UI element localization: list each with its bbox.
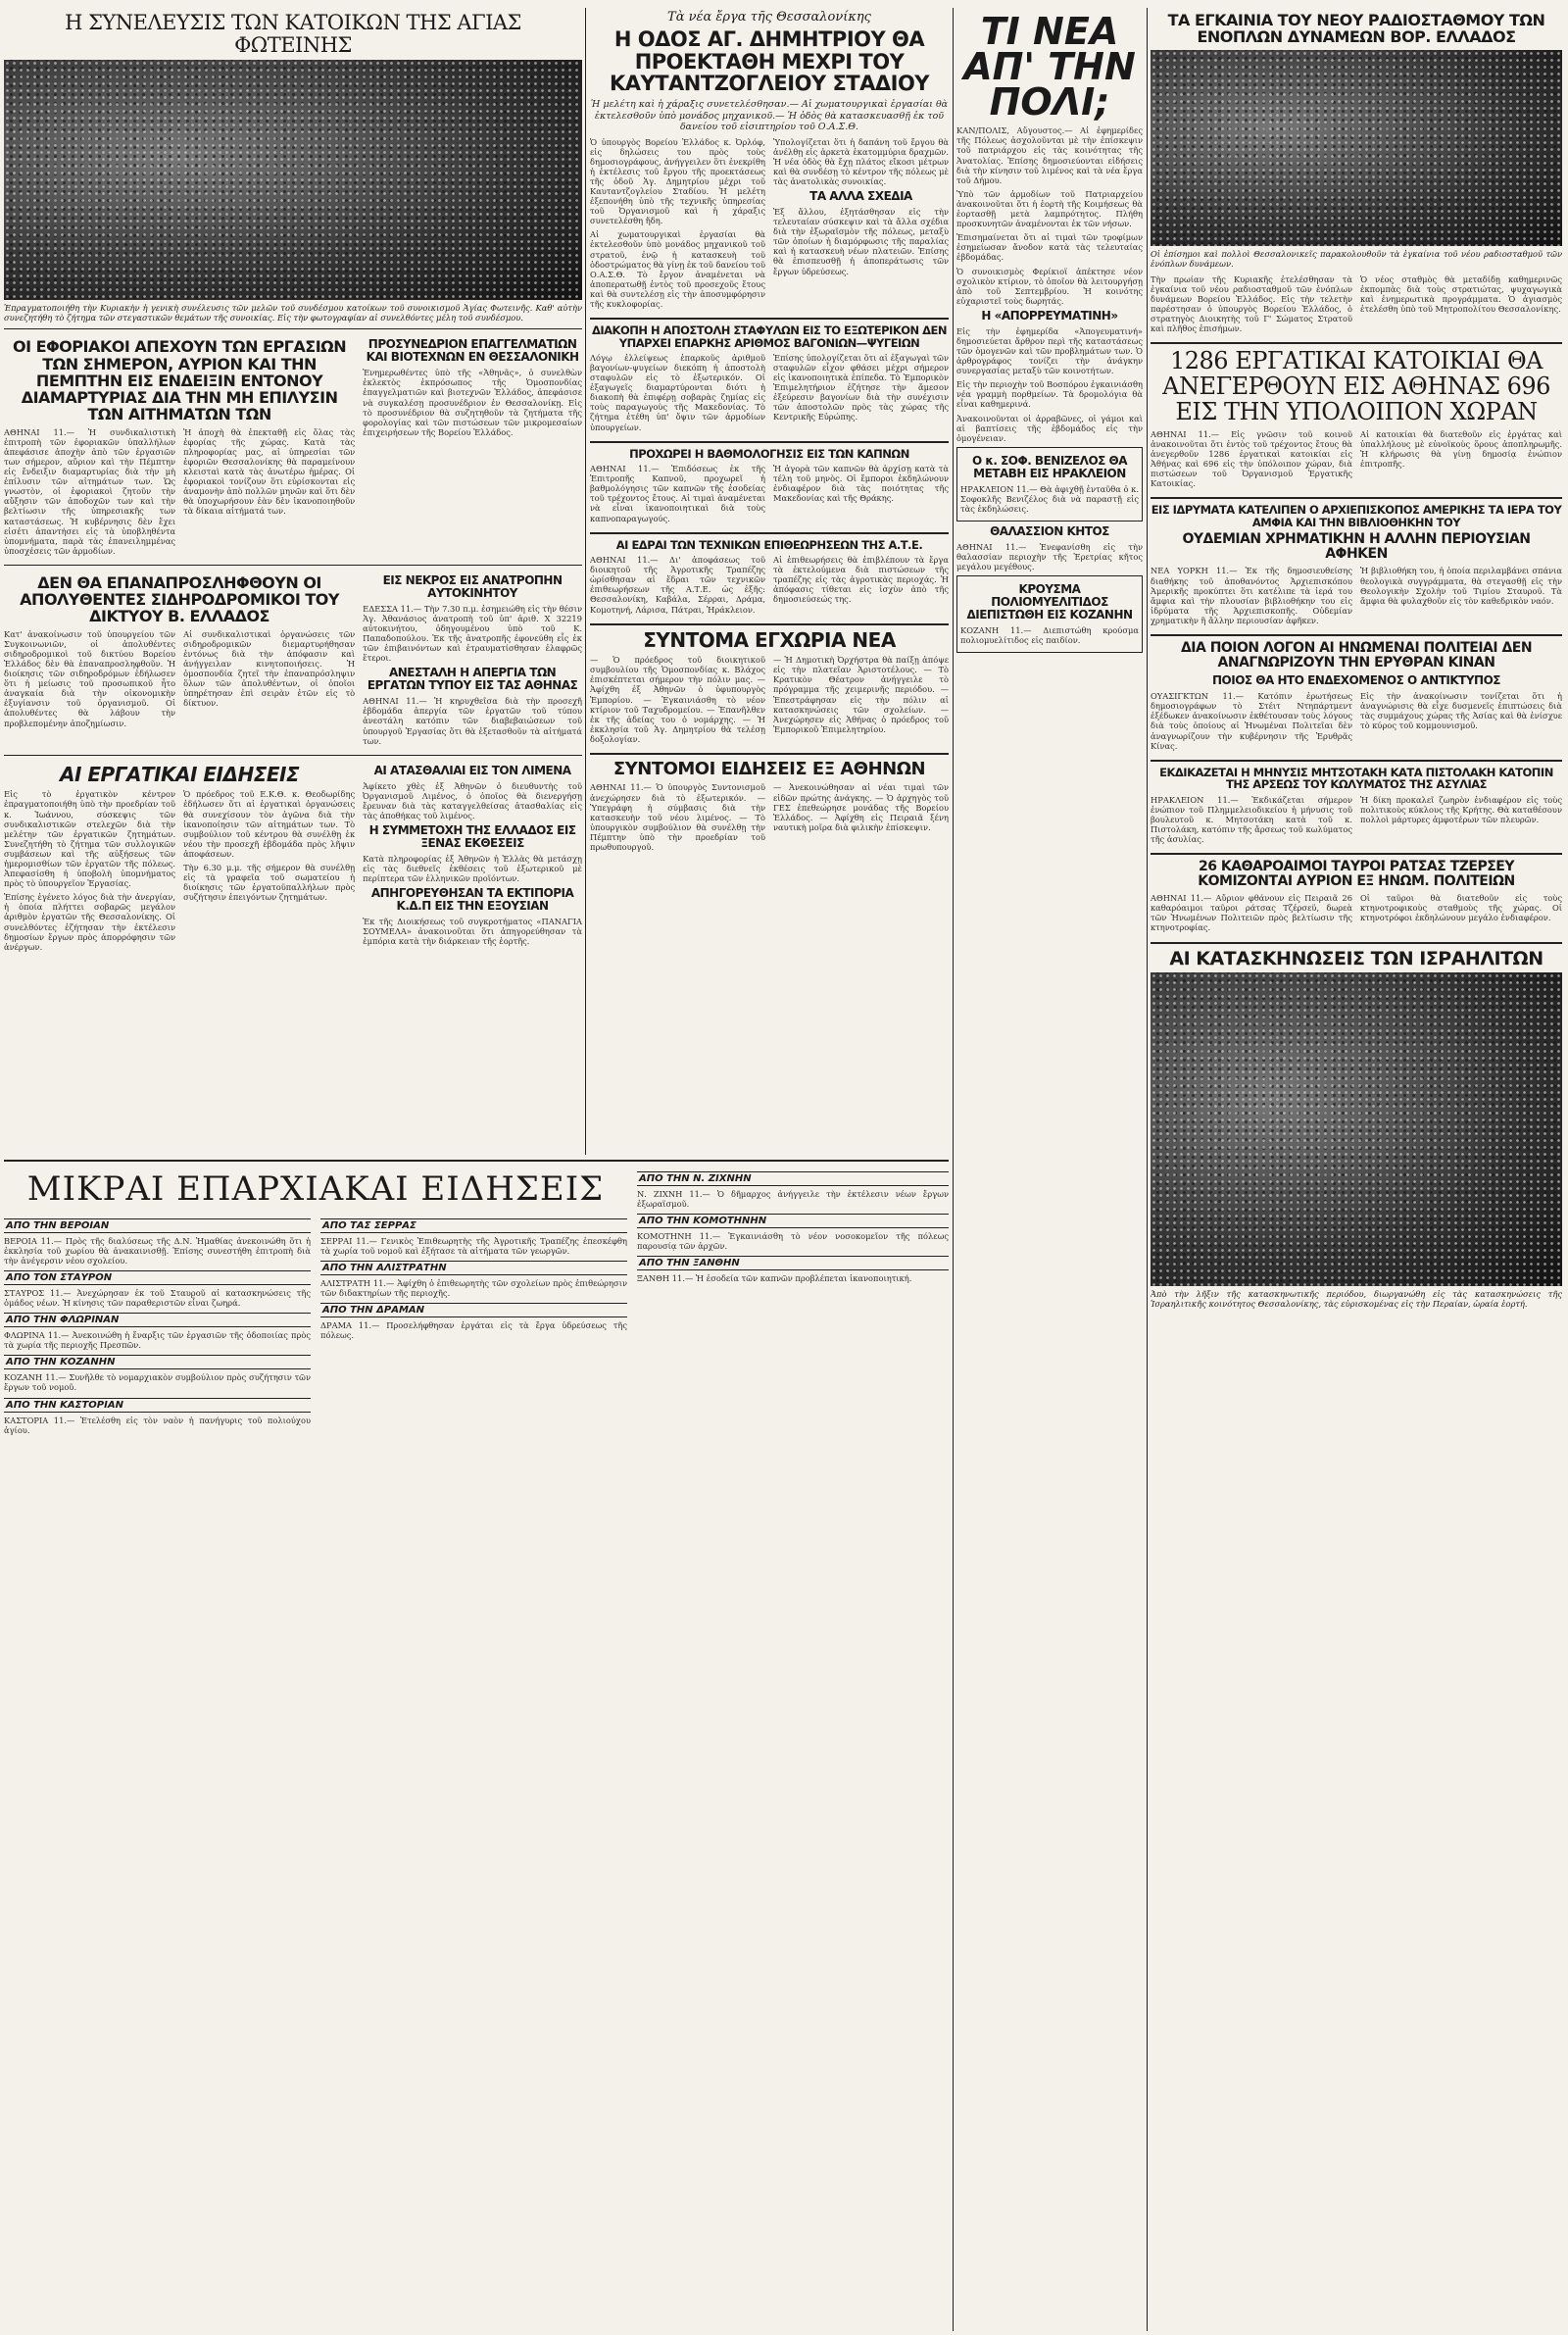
region-label: ΑΠΟ ΤΗΝ ΞΑΝΘΗΝ (637, 1256, 949, 1270)
article-text: Ἐκ τῆς Διοικήσεως τοῦ συγκροτήματος «ΠΑΝΑΓΙΑ ΣΟΥΜΕΛΑ» ἀνακοινοῦται ὅτι ἀπηγορεύθησαν τὰ ἐμπόρια κατὰ τὴν διάρκειαν τῆς ἑορτῆς. (363, 917, 582, 947)
article-text: Ἐνημερωθέντες ὑπὸ τῆς «Ἀθηνᾶς», ὁ συνελθὼν ἐκλεκτὸς ἐκπρόσωπος τῆς Ὁμοσπονδίας ἐπαγγελματιῶν καὶ βιοτεχνῶν Ἑλλάδος, ἀπεφάσισε νὰ συγκαλέσῃ προσυνέδριον ἐν Θεσσαλονίκῃ. Εἰς τὸ προσυνέδριον θὰ συζητηθοῦν τὰ ζητήματα τῆς φορολογίας καὶ τῶν πιστώσεων τῶν μικρομεσαίων ἐπιχειρήσεων τῆς Βορείου Ἑλλάδος. (363, 368, 582, 437)
headline-aporrevmatini: Η «ΑΠΟΡΡΕΥΜΑΤΙΝΗ» (981, 308, 1118, 323)
headline-symmetoxi: Η ΣΥΜΜΕΤΟΧΗ ΤΗΣ ΕΛΛΑΔΟΣ ΕΙΣ ΞΕΝΑΣ ΕΚΘΕΣΕΙΣ (368, 823, 576, 851)
article-text: Ὁ νέος σταθμὸς θὰ μεταδίδῃ καθημερινῶς ἐκπομπὰς διὰ τοὺς στρατιώτας, ψυχαγωγικὰ καὶ ἐνημερωτικὰ προγράμματα. Ὁ ἁγιασμὸς ἐτελέσθη ὑπὸ τοῦ Μητροπολίτου Θεσσαλονίκης. (1360, 273, 1562, 314)
headline-prosynedrion: ΠΡΟΣΥΝΕΔΡΙΟΝ ΕΠΑΓΓΕΛΜΑΤΙΩΝ ΚΑΙ ΒΙΟΤΕΧΝΩΝ ΕΝ ΘΕΣΣΑΛΟΝΙΚΗ (366, 337, 579, 365)
article-text: Κατ' ἀνακοίνωσιν τοῦ ὑπουργείου τῶν Συγκοινωνιῶν, οἱ ἀπολυθέντες σιδηροδρομικοὶ τοῦ δικτύου Βορείου Ἑλλάδος δὲν θὰ ἐπαναπροσληφθοῦν. Ἡ διοίκησις τῶν σιδηροδρόμων ἐδήλωσεν ὅτι ἡ μείωσις τοῦ προσωπικοῦ ἦτο ἀναγκαία διὰ τὴν οἰκονομικὴν ἐξυγίανσιν τοῦ ὀργανισμοῦ. Οἱ ἀπολυθέντες θὰ λάβουν τὴν προβλεπομένην ἀποζημίωσιν. (4, 628, 176, 728)
article-text: Εἰς τὴν ἀνακοίνωσιν τονίζεται ὅτι ἡ ἀναγνώρισις θὰ εἶχε δυσμενεῖς ἐπιπτώσεις διὰ τὰς συμμάχους χώρας τῆς Ἀσίας καὶ θὰ ἐνίσχυε τὸ κύρος τοῦ κομμουνισμοῦ. (1360, 691, 1562, 731)
headline-egkainia: ΤΑ ΕΓΚΑΙΝΙΑ ΤΟΥ ΝΕΟΥ ΡΑΔΙΟΣΤΑΘΜΟΥ ΤΩΝ ΕΝΟΠΛΩΝ ΔΥΝΑΜΕΩΝ ΒΟΡ. ΕΛΛΑΔΟΣ (1167, 11, 1545, 47)
headline-poios: ΠΟΙΟΣ ΘΑ ΗΤΟ ΕΝΔΕΧΟΜΕΝΟΣ Ο ΑΝΤΙΚΤΥΠΟΣ (1212, 673, 1500, 688)
article-text: Κατὰ πληροφορίας ἐξ Ἀθηνῶν ἡ Ἑλλὰς θὰ μετάσχῃ εἰς τὰς διεθνεῖς ἐκθέσεις τοῦ ἐξωτερικοῦ μὲ περίπτερα τῶν ἑλληνικῶν προϊόντων. (363, 853, 582, 884)
article-text: Ὑπολογίζεται ὅτι ἡ δαπάνη τοῦ ἔργου θὰ ἀνέλθῃ εἰς ἀρκετὰ ἑκατομμύρια δραχμῶν. Ἡ νέα ὁδὸς θὰ ἔχῃ πλάτος εἴκοσι μέτρων καὶ θὰ συνδέσῃ τὸ κέντρον τῆς πόλεως μὲ τὰς ἀνατολικὰς συνοικίας. (773, 136, 949, 186)
headline-venizelos: Ο κ. ΣΟΦ. ΒΕΝΙΖΕΛΟΣ ΘΑ ΜΕΤΑΒΗ ΕΙΣ ΗΡΑΚΛΕΙΟΝ (971, 453, 1128, 480)
headline-krousma: ΚΡΟΥΣΜΑ ΠΟΛΙΟΜΥΕΛΙΤΙΔΟΣ ΔΙΕΠΙΣΤΩΘΗ ΕΙΣ ΚΟΖΑΝΗΝ (966, 582, 1133, 622)
photo-camps (1151, 972, 1562, 1286)
column-left (4, 8, 582, 1155)
headline-idrymata: ΕΙΣ ΙΔΡΥΜΑΤΑ ΚΑΤΕΛΙΠΕΝ Ο ΑΡΧΙΕΠΙΣΚΟΠΟΣ ΑΜΕΡΙΚΗΣ ΤΑ ΙΕΡΑ ΤΟΥ ΑΜΦΙΑ ΚΑΙ ΤΗΝ ΒΙΒΛΙΟΘΗΚΗΝ ΤΟΥ (1151, 503, 1562, 529)
article-text: Ἡ βιβλιοθήκη του, ἡ ὁποία περιλαμβάνει σπάνια θεολογικὰ συγγράμματα, θὰ στεγασθῇ εἰς τὴν Θεολογικὴν Σχολὴν τοῦ Τιμίου Σταυροῦ. Τὰ ἄμφια θὰ φυλαχθοῦν εἰς τὸν καθεδρικὸν ναόν. (1360, 566, 1562, 606)
article-text: ΟΥΑΣΙΓΚΤΩΝ 11.— Κατόπιν ἐρωτήσεως δημοσιογράφων τὸ Στέιτ Ντηπάρτμεντ ἐξέδωκεν ἀνακοίνωσιν ἐκθέτουσαν τοὺς λόγους διὰ τοὺς ὁποίους αἱ Ἡνωμέναι Πολιτεῖαι δὲν ἀναγνωρίζουν τὴν κυβέρνησιν τῆς Ἐρυθρᾶς Κίνας. (1151, 691, 1352, 751)
column-rule (1147, 8, 1148, 2331)
article-text: ΔΡΑΜΑ 11.— Προσελήφθησαν ἐργάται εἰς τὰ ἔργα ὑδρεύσεως τῆς πόλεως. (320, 1320, 627, 1341)
article-text: ΚΑΣΤΟΡΙΑ 11.— Ἐτελέσθη εἰς τὸν ναὸν ἡ πανήγυρις τοῦ πολιούχου ἁγίου. (4, 1415, 311, 1435)
article-text: Ἐπίσης ἐγένετο λόγος διὰ τὴν ἀνεργίαν, ἡ ὁποία πλήττει σοβαρῶς μεγάλον ἀριθμὸν ἐργατῶν τῆς Θεσσαλονίκης. Οἱ συνελθόντες ἐζήτησαν τὴν ἐκτέλεσιν δημοσίων ἔργων πρὸς ἀπορρόφησιν τῶν ἀνέργων. (4, 892, 176, 952)
article-text: — Ἀνεκοινώθησαν αἱ νέαι τιμαὶ τῶν εἰδῶν πρώτης ἀνάγκης. — Ὁ ἀρχηγὸς τοῦ ΓΕΣ ἐπεθεώρησε μονάδας τῆς Βορείου Ἑλλάδος. — Ἀφίχθη εἰς Πειραιᾶ ξένη ναυτικὴ μοῖρα διὰ φιλικὴν ἐπίσκεψιν. (773, 782, 949, 832)
headline-atasthaliai: ΑΙ ΑΤΑΣΘΑΛΙΑΙ ΕΙΣ ΤΟΝ ΛΙΜΕΝΑ (373, 763, 571, 777)
headline-ti-nea: ΤΙ ΝΕΑ ΑΠ' ΤΗΝ ΠΟΛΙ; (963, 10, 1136, 124)
article-text: Αἱ χωματουργικαὶ ἐργασίαι θὰ ἐκτελεσθοῦν ὑπὸ μονάδος μηχανικοῦ τοῦ στρατοῦ, ἐνῷ ἡ κατασκευὴ τοῦ ὁδοστρώματος θὰ γίνῃ ἐκ τοῦ δανείου τοῦ Ο.Α.Σ.Θ. Τὸ ἔργον ἀναμένεται νὰ ἀποπερατωθῇ ἐντὸς τοῦ προσεχοῦς ἔτους καὶ θὰ συντελέσῃ εἰς τὴν ἀποσυμφόρησιν τῆς κυκλοφορίας. (590, 229, 765, 310)
headline-agia-fotini: Η ΣΥΝΕΛΕΥΣΙΣ ΤΩΝ ΚΑΤΟΙΚΩΝ ΤΗΣ ΑΓΙΑΣ ΦΩΤΕΙΝΗΣ (65, 11, 521, 57)
article-text: ΑΘΗΝΑΙ 11.— Δι' ἀποφάσεως τοῦ διοικητοῦ τῆς Ἀγροτικῆς Τραπέζης ὡρίσθησαν αἱ ἕδραι τῶν τεχνικῶν ἐπιθεωρήσεων τῆς Α.Τ.Ε. ὡς ἑξῆς: Θεσσαλονίκη, Καβάλα, Σέρραι, Δράμα, Κομοτηνή, Λάρισα, Πάτραι, Ἡράκλειον. (590, 555, 765, 615)
article-text: Ἀνακοινοῦνται οἱ ἀρραβῶνες, οἱ γάμοι καὶ αἱ βαπτίσεις τῆς ἑβδομάδος εἰς τὴν ὁμογένειαν. (956, 413, 1143, 443)
article-text: Ἡ δίκη προκαλεῖ ζωηρὸν ἐνδιαφέρον εἰς τοὺς πολιτικοὺς κύκλους τῆς Κρήτης. Θὰ καταθέσουν πολλοὶ μάρτυρες ἀμφοτέρων τῶν πλευρῶν. (1360, 794, 1562, 824)
lede: Ἡ μελέτη καὶ ἡ χάραξις συνετελέσθησαν.— Αἱ χωματουργικαὶ ἐργασίαι θὰ ἐκτελεσθοῦν ὑπὸ μονάδος μηχανικοῦ.— Ἡ ὁδὸς θὰ κατασκευασθῇ ἐκ τοῦ δανείου τοῦ εἰσιπτηρίου τοῦ Ο.Α.Σ.Θ. (590, 99, 949, 133)
article-text: Ἡ ἀποχὴ θὰ ἐπεκταθῇ εἰς ὅλας τὰς ἐφορίας τῆς χώρας. Κατὰ τὰς πληροφορίας μας, αἱ ὑπηρεσίαι τῶν ἐφοριῶν Θεσσαλονίκης θὰ παραμείνουν κλεισταὶ κατὰ τὰς ἀνωτέρω ἡμέρας. Οἱ ἐφοριακοὶ τονίζουν ὅτι εὑρίσκονται εἰς ἀναμονὴν ἀπὸ πολλῶν μηνῶν καὶ ὅτι δὲν θὰ ὑποχωρήσουν ἐὰν δὲν ἱκανοποιηθοῦν τὰ δίκαια αἰτήματά των. (183, 426, 356, 517)
kicker: Τὰ νέα ἔργα τῆς Θεσσαλονίκης (667, 10, 871, 25)
article-text: ΞΑΝΘΗ 11.— Ἡ ἐσοδεία τῶν καπνῶν προβλέπεται ἱκανοποιητική. (637, 1273, 912, 1284)
headline-apergia: ΑΝΕΣΤΑΛΗ Η ΑΠΕΡΓΙΑ ΤΩΝ ΕΡΓΑΤΩΝ ΤΥΠΟΥ ΕΙΣ ΤΑΣ ΑΘΗΝΑΣ (367, 666, 578, 693)
region-label: ΑΠΟ ΤΗΝ ΚΟΖΑΝΗΝ (4, 1355, 311, 1369)
headline-1286: 1286 ΕΡΓΑΤΙΚΑΙ ΚΑΤΟΙΚΙΑΙ ΘΑ ΑΝΕΓΕΡΘΟΥΝ ΕΙΣ ΑΘΗΝΑΣ 696 ΕΙΣ ΤΗΝ ΥΠΟΛΟΙΠΟΝ ΧΩΡΑΝ (1162, 347, 1550, 425)
article-text: ΚΟΜΟΤΗΝΗ 11.— Ἐγκαινιάσθη τὸ νέον νοσοκομεῖον τῆς πόλεως παρουσίᾳ τῶν ἀρχῶν. (637, 1231, 949, 1252)
headline-diakopi: ΔΙΑΚΟΠΗ Η ΑΠΟΣΤΟΛΗ ΣΤΑΦΥΛΩΝ ΕΙΣ ΤΟ ΕΞΩΤΕΡΙΚΟΝ ΔΕΝ ΥΠΑΡΧΕΙ ΕΠΑΡΚΗΣ ΑΡΙΘΜΟΣ ΒΑΓΟΝΙΩΝ—ΨΥΓΕΙΩΝ (591, 323, 948, 350)
article-text: Λόγῳ ἐλλείψεως ἐπαρκοῦς ἀριθμοῦ βαγονίων-ψυγείων διεκόπη ἡ ἀποστολὴ σταφυλῶν εἰς τὸ ἐξωτερικόν. Οἱ ἐξαγωγεῖς διαμαρτύρονται διότι ἡ διακοπὴ θὰ ἐπιφέρῃ σοβαρὰς ζημίας εἰς τοὺς παραγωγοὺς τῆς Μακεδονίας. Τὸ ζήτημα ἐτέθη ὑπ' ὄψιν τῶν ἁρμοδίων ὑπουργείων. (590, 352, 765, 432)
headline-nekroi: ΕΙΣ ΝΕΚΡΟΣ ΕΙΣ ΑΝΑΤΡΟΠΗΝ ΑΥΤΟΚΙΝΗΤΟΥ (382, 572, 563, 600)
headline-thalassion: ΘΑΛΑΣΣΙΟΝ ΚΗΤΟΣ (990, 524, 1109, 539)
photo-assembly (4, 60, 582, 300)
section-title: ΜΙΚΡΑΙ ΕΠΑΡΧΙΑΚΑΙ ΕΙΔΗΣΕΙΣ (26, 1169, 605, 1209)
headline-oudemian: ΟΥΔΕΜΙΑΝ ΧΡΗΜΑΤΙΚΗΝ Η ΑΛΛΗΝ ΠΕΡΙΟΥΣΙΑΝ ΑΦΗΚΕΝ (1182, 531, 1531, 563)
photo-caption: Ἐπραγματοποιήθη τὴν Κυριακὴν ἡ γενικὴ συνέλευσις τῶν μελῶν τοῦ συνδέσμου κατοίκων τοῦ συνοικισμοῦ Ἁγίας Φωτεινῆς. Καθ' αὐτὴν συνεζητήθη τὸ ζήτημα τῶν στεγαστικῶν θεμάτων τῆς συνοικίας. Εἰς τὴν φωτογραφίαν αἱ συνελθόντες μέλη τοῦ συνδέσμου. (4, 303, 582, 323)
headline-edrai: ΑΙ ΕΔΡΑΙ ΤΩΝ ΤΕΧΝΙΚΩΝ ΕΠΙΘΕΩΡΗΣΕΩΝ ΤΗΣ Α.Τ.Ε. (615, 537, 923, 552)
article-text: Αἱ κατοικίαι θὰ διατεθοῦν εἰς ἐργάτας καὶ ὑπαλλήλους μὲ εὐνοϊκοὺς ὅρους ἀποπληρωμῆς. Ἡ κλήρωσις θὰ γίνῃ δημοσίᾳ ἐνώπιον ἐπιτροπῆς. (1360, 428, 1562, 470)
article-text: Τὴν πρωίαν τῆς Κυριακῆς ἐτελέσθησαν τὰ ἐγκαίνια τοῦ νέου ραδιοσταθμοῦ τῶν ἐνόπλων δυνάμεων Βορείου Ἑλλάδος. Εἰς τὴν τελετὴν παρέστησαν ὁ ὑπουργὸς Βορείου Ἑλλάδος, ὁ στρατηγὸς Διοικητὴς τοῦ Γ' Σώματος Στρατοῦ καὶ πλῆθος ἐπισήμων. (1151, 273, 1352, 333)
article-text: — Ἡ Δημοτικὴ Ὀρχήστρα θὰ παίξῃ ἀπόψε εἰς τὴν πλατεῖαν Ἀριστοτέλους. — Τὸ Κρατικὸν Θέατρον ἀνήγγειλε τὸ πρόγραμμα τῆς χειμερινῆς περιόδου. — Ἐπεστράφησαν εἰς τὴν πόλιν αἱ κατασκηνώσεις τῶν σχολείων. — Ἀνεχώρησεν εἰς Ἀθήνας ὁ πρόεδρος τοῦ Ἐμπορικοῦ Ἐπιμελητηρίου. (773, 655, 949, 734)
article-text: ΚΟΖΑΝΗ 11.— Διεπιστώθη κρούσμα πολιομυελίτιδος εἰς παιδίον. (960, 625, 1139, 646)
article-text: Ἐπισημαίνεται ὅτι αἱ τιμαὶ τῶν τροφίμων ἐσημείωσαν ἄνοδον κατὰ τὰς τελευταίας ἑβδομάδας. (956, 232, 1143, 263)
headline-tavroi: 26 ΚΑΘΑΡΟΑΙΜΟΙ ΤΑΥΡΟΙ ΡΑΤΣΑΣ ΤΖΕΡΣΕΥ ΚΟΜΙΖΟΝΤΑΙ ΑΥΡΙΟΝ ΕΞ ΗΝΩΜ. ΠΟΛΙΤΕΙΩΝ (1198, 858, 1515, 890)
article-text: ΚΑΝ/ΠΟΛΙΣ, Αὔγουστος.— Αἱ ἐφημερίδες τῆς Πόλεως ἀσχολοῦνται μὲ τὴν ἐπίσκεψιν τοῦ πατριάρχου εἰς τὰς κοινότητας τῆς Ἀνατολίας. Ἐπίσης δημοσιεύονται εἰδήσεις διὰ τὴν κίνησιν τοῦ λιμένος καὶ τὰ νέα ἔργα τοῦ Δήμου. (956, 125, 1143, 185)
article-text: Αἱ ἐπιθεωρήσεις θὰ ἐπιβλέπουν τὰ ἔργα τὰ ἐκτελούμενα διὰ πιστώσεων τῆς τραπέζης εἰς τὰς ἀγροτικὰς περιοχάς. Ἡ ἀπόφασις τίθεται εἰς ἰσχὺν ἀπὸ τῆς δημοσιεύσεώς της. (773, 555, 949, 605)
region-label: ΑΠΟ ΤΑΣ ΣΕΡΡΑΣ (320, 1218, 627, 1233)
article-text: Ὁ ὑπουργὸς Βορείου Ἑλλάδος κ. Ὀρλόφ, εἰς δηλώσεις του πρὸς τοὺς δημοσιογράφους, ἀνήγγειλεν ὅτι ἐνεκρίθη ἡ ἐκτέλεσις τοῦ ἔργου τῆς προεκτάσεως τῆς ὁδοῦ Ἁγ. Δημητρίου μέχρι τοῦ Καυταντζογλείου Σταδίου. Ἡ μελέτη ἐξεπονήθη ὑπὸ τῆς τεχνικῆς ὑπηρεσίας τοῦ Ὀργανισμοῦ καὶ ἡ χάραξις συνετελέσθη ἤδη. (590, 136, 765, 226)
article-text: Ὑπὸ τῶν ἁρμοδίων τοῦ Πατριαρχείου ἀνακοινοῦται ὅτι ἡ ἑορτὴ τῆς Κοιμήσεως θὰ ἑορτασθῇ μετὰ λαμπρότητος. Πλήθη προσκυνητῶν ἀναμένονται ἐκ τῶν νήσων. (956, 188, 1143, 229)
article-text: ΑΘΗΝΑΙ 11.— Ἡ κηρυχθεῖσα διὰ τὴν προσεχῆ ἑβδομάδα ἀπεργία τῶν ἐργατῶν τοῦ τύπου ἀνεστάλη κατόπιν τῶν διαβεβαιώσεων τοῦ ὑπουργοῦ Ἐργασίας ὅτι θὰ ἐξετασθοῦν τὰ αἰτήματά των. (363, 696, 582, 746)
photo-caption: Ἀπὸ τὴν λῆξιν τῆς κατασκηνωτικῆς περιόδου, διωργανώθη εἰς τὰς κατασκηνώσεις τῆς Ἰσραηλιτικῆς κοινότητος Θεσσαλονίκης, τὰς εὑρισκομένας εἰς τὴν Περαίαν, ὡραία ἑορτή. (1151, 1289, 1562, 1310)
article-text: Εἰς τὴν περιοχὴν τοῦ Βοσπόρου ἐγκαινιάσθη νέα γραμμὴ πορθμείων. Τὰ δρομολόγια θὰ εἶναι καθημερινά. (956, 379, 1143, 410)
region-label: ΑΠΟ ΤΗΝ ΚΟΜΟΤΗΝΗΝ (637, 1214, 949, 1228)
region-label: ΑΠΟ ΤΗΝ ΦΛΩΡΙΝΑΝ (4, 1313, 311, 1327)
article-text: Ἡ ἀγορὰ τῶν καπνῶν θὰ ἀρχίσῃ κατὰ τὰ τέλη τοῦ μηνὸς. Οἱ ἔμποροι ἐκδηλώνουν ἐνδιαφέρον διὰ τὰς ποιότητας τῆς Μακεδονίας καὶ τῆς Θράκης. (773, 464, 949, 504)
column-rule (953, 8, 954, 2331)
column-center (590, 8, 949, 1155)
article-text: Αἱ συνδικαλιστικαὶ ὀργανώσεις τῶν σιδηροδρομικῶν διεμαρτυρήθησαν ἐντόνως διὰ τὴν ἀπόφασιν καὶ ἀνήγγειλαν κινητοποιήσεις. Ἡ ὁμοσπονδία ζητεῖ τὴν ἐπαναπρόσληψιν ὅλων τῶν ἀπολυθέντων, οἱ ὁποῖοι ὑπηρέτησαν ἐπὶ σειρὰν ἐτῶν εἰς τὸ δίκτυον. (183, 628, 356, 709)
headline-dia-poion: ΔΙΑ ΠΟΙΟΝ ΛΟΓΟΝ ΑΙ ΗΝΩΜΕΝΑΙ ΠΟΛΙΤΕΙΑΙ ΔΕΝ ΑΝΑΓΝΩΡΙΖΟΥΝ ΤΗΝ ΕΡΥΘΡΑΝ ΚΙΝΑΝ (1180, 639, 1533, 671)
article-text: Ν. ΖΙΧΝΗ 11.— Ὁ δῆμαρχος ἀνήγγειλε τὴν ἐκτέλεσιν νέων ἔργων ἐξωραϊσμοῦ. (637, 1189, 949, 1210)
article-text: ΝΕΑ ΥΟΡΚΗ 11.— Ἐκ τῆς δημοσιευθείσης διαθήκης τοῦ ἀποθανόντος Ἀρχιεπισκόπου Ἀμερικῆς προκύπτει ὅτι κατέλιπε τὰ ἱερά του ἄμφια καὶ τὴν πλουσίαν βιβλιοθήκην του εἰς ἱδρύματα τῆς Ἀρχιεπισκοπῆς. Οὐδεμίαν χρηματικὴν ἢ ἄλλην περιουσίαν ἀφῆκεν. (1151, 566, 1352, 625)
headline-kataskinoseis: ΑΙ ΚΑΤΑΣΚΗΝΩΣΕΙΣ ΤΩΝ ΙΣΡΑΗΛΙΤΩΝ (1169, 947, 1544, 969)
column-rule (585, 8, 586, 1155)
photo-radio-station (1151, 50, 1562, 246)
subhead-alla-sxedia: ΤΑ ΑΛΛΑ ΣΧΕΔΙΑ (809, 188, 912, 203)
article-text: ΑΘΗΝΑΙ 11.— Αὔριον φθάνουν εἰς Πειραιᾶ 26 καθαρόαιμοι ταῦροι ράτσας Τζέρσεϋ, δωρεὰ τῶν Ἡνωμένων Πολιτειῶν πρὸς βελτίωσιν τῆς κτηνοτροφίας. (1151, 893, 1352, 933)
headline-apagorevthisan: ΑΠΗΓΟΡΕΥΘΗΣΑΝ ΤΑ ΕΚΤΙΠΟΡΙΑ Κ.Δ.Π ΕΙΣ ΤΗΝ ΕΞΟΥΣΙΑΝ (370, 886, 574, 914)
article-text: ΑΛΙΣΤΡΑΤΗ 11.— Ἀφίχθη ὁ ἐπιθεωρητὴς τῶν σχολείων πρὸς ἐπιθεώρησιν τῶν διδακτηρίων τῆς περιοχῆς. (320, 1277, 627, 1298)
article-text: ΑΘΗΝΑΙ 11.— Ὁ ὑπουργὸς Συντονισμοῦ ἀνεχώρησεν διὰ τὸ ἐξωτερικόν. — Ὑπεγράφη ἡ σύμβασις διὰ τὴν κατασκευὴν τοῦ νέου λιμένος. — Τὸ ὑπουργικὸν συμβούλιον θὰ συνέλθῃ τὴν Πέμπτην ὑπὸ τὴν προεδρίαν τοῦ πρωθυπουργοῦ. (590, 782, 765, 853)
headline-eforiakoi: ΟΙ ΕΦΟΡΙΑΚΟΙ ΑΠΕΧΟΥΝ ΤΩΝ ΕΡΓΑΣΙΩΝ ΤΩΝ ΣΗΜΕΡΟΝ, ΑΥΡΙΟΝ ΚΑΙ ΤΗΝ ΠΕΜΠΤΗΝ ΕΙΣ ΕΝΔΕΙΞΙΝ ΕΝΤΟΝΟΥ ΔΙΑΜΑΡΤΥΡΙΑΣ ΔΙΑ ΤΗΝ ΜΗ ΕΠΙΛΥΣΙΝ ΤΩΝ ΑΙΤΗΜΑΤΩΝ ΤΩΝ (13, 337, 347, 424)
region-label: ΑΠΟ ΤΗΝ ΚΑΣΤΟΡΙΑΝ (4, 1398, 311, 1413)
article-text: ΦΛΩΡΙΝΑ 11.— Ἀνεκοινώθη ἡ ἔναρξις τῶν ἐργασιῶν τῆς ὁδοποιίας πρὸς τὰ χωρία τῆς περιοχῆς Πρεσπῶν. (4, 1330, 311, 1351)
article-text: Τὴν 6.30 μ.μ. τῆς σήμερον θὰ συνέλθῃ εἰς τὰ γραφεῖα τοῦ σωματείου ἡ διοίκησις τῶν ἐργατοϋπαλλήλων πρὸς συζήτησιν ἐπειγόντων ζητημάτων. (183, 862, 356, 903)
article-text: Ἐπίσης ὑπολογίζεται ὅτι αἱ ἐξαγωγαὶ τῶν σταφυλῶν εἶχον φθάσει μέχρι σήμερον εἰς ἱκανοποιητικὰ ἐπίπεδα. Τὸ Ἐμπορικὸν Ἐπιμελητήριον ἐζήτησε τὴν ἄμεσον ἐξεύρεσιν βαγονίων διὰ τὴν συνέχισιν τῶν ἀποστολῶν πρὸς τὰς χώρας τῆς Κεντρικῆς Εὐρώπης. (773, 352, 949, 422)
article-text: ΣΤΑΥΡΟΣ 11.— Ἀνεχώρησαν ἐκ τοῦ Σταυροῦ αἱ κατασκηνώσεις τῆς ὁμάδος νέων. Ἡ κίνησις τῶν παραθεριστῶν εἶναι ζωηρά. (4, 1287, 311, 1309)
article-text: ΣΕΡΡΑΙ 11.— Γενικὸς Ἐπιθεωρητὴς τῆς Ἀγροτικῆς Τραπέζης ἐπεσκέφθη τὰ χωρία τοῦ νομοῦ καὶ ἐξήτασε τὰ αἰτήματα τῶν γεωργῶν. (320, 1235, 627, 1256)
photo-caption: Οἱ ἐπίσημοι καὶ πολλοὶ Θεσσαλονικεῖς παρακολουθοῦν τὰ ἐγκαίνια τοῦ νέου ραδιοσταθμοῦ τῶν ἐνόπλων δυνάμεων. (1151, 248, 1562, 269)
article-text: Οἱ ταῦροι θὰ διατεθοῦν εἰς τοὺς κτηνοτροφικοὺς σταθμοὺς τῆς χώρας. Οἱ κτηνοτρόφοι ἐκδηλώνουν μεγάλο ἐνδιαφέρον. (1360, 893, 1562, 923)
article-text: ΗΡΑΚΛΕΙΟΝ 11.— Ἐκδικάζεται σήμερον ἐνώπιον τοῦ Πλημμελειοδικείου ἡ μήνυσις τοῦ βουλευτοῦ κ. Μητσοτάκη κατὰ τοῦ κ. Πιστολάκη, κατόπιν τῆς ἄρσεως τοῦ κωλύματος τῆς ἀσυλίας. (1151, 794, 1352, 844)
article-text: ΑΘΗΝΑΙ 11.— Ἐνεφανίσθη εἰς τὴν θαλασσίαν περιοχὴν τῆς Ἐρετρίας κῆτος μεγάλου μεγέθους. (956, 542, 1143, 572)
headline-syntoma: ΣΥΝΤΟΜΑ ΕΓΧΩΡΙΑ ΝΕΑ (643, 627, 896, 652)
section-mikrai (4, 1155, 949, 2326)
article-text: Ἀφίκετο χθὲς ἐξ Ἀθηνῶν ὁ διευθυντὴς τοῦ Ὀργανισμοῦ Λιμένος, ὁ ὁποῖος θὰ διενεργήσῃ ἔρευναν διὰ τὰς καταγγελθείσας ἀτασθαλίας εἰς τὰς ἀποθήκας τοῦ λιμένος. (363, 780, 582, 820)
headline-odos-ag-dimitriou: Η ΟΔΟΣ ΑΓ. ΔΗΜΗΤΡΙΟΥ ΘΑ ΠΡΟΕΚΤΑΘΗ ΜΕΧΡΙ ΤΟΥ ΚΑΥΤΑΝΤΖΟΓΛΕΙΟΥ ΣΤΑΔΙΟΥ (610, 27, 929, 96)
article-text: ΒΕΡΟΙΑ 11.— Πρὸς τῆς διαλύσεως τῆς Δ.Ν. Ἡμαθίας ἀνεκοινώθη ὅτι ἡ ἐκκλησία τοῦ χωρίου θὰ ἀνακαινισθῇ. Ἐπίσης συνεστήθη ἐπιτροπὴ διὰ τὴν ἀνέγερσιν νέου σχολείου. (4, 1235, 311, 1266)
article-text: ΕΔΕΣΣΑ 11.— Τὴν 7.30 π.μ. ἐσημειώθη εἰς τὴν θέσιν Ἁγ. Ἀθανάσιος ἀνατροπὴ τοῦ ὑπ' ἀριθ. Χ 32219 αὐτοκινήτου, ὁδηγουμένου ὑπὸ τοῦ Κ. Παπαδοπούλου. Ἐκ τῆς ἀνατροπῆς ἐφονεύθη εἷς ἐκ τῶν ἐπιβαινόντων καὶ ἐτραυματίσθησαν ἐλαφρῶς ἕτεροι. (363, 603, 582, 664)
region-label: ΑΠΟ ΤΗΝ ΑΛΙΣΤΡΑΤΗΝ (320, 1261, 627, 1275)
region-label: ΑΠΟ ΤΗΝ ΒΕΡΟΙΑΝ (4, 1218, 311, 1233)
region-label: ΑΠΟ ΤΗΝ Ν. ΖΙΧΝΗΝ (637, 1171, 949, 1186)
article-text: ΑΘΗΝΑΙ 11.— Εἰς γνῶσιν τοῦ κοινοῦ ἀνακοινοῦται ὅτι ἐντὸς τοῦ τρέχοντος ἔτους θὰ ἀνεγερθοῦν 1286 ἐργατικαὶ κατοικίαι εἰς Ἀθήνας καὶ 696 εἰς τὴν ὑπόλοιπον χώραν, διὰ πιστώσεων τοῦ Ὀργανισμοῦ Ἐργατικῆς Κατοικίας. (1151, 428, 1352, 489)
article-text: Ὁ πρόεδρος τοῦ Ε.Κ.Θ. κ. Θεοδωρίδης ἐδήλωσεν ὅτι αἱ ἐργατικαὶ ὀργανώσεις θὰ συνεχίσουν τὸν ἀγῶνα διὰ τὴν ἱκανοποίησιν τῶν αἰτημάτων των. Τὸ συμβούλιον τοῦ κέντρου θὰ συνέλθῃ ἐκ νέου τὴν προσεχῆ ἑβδομάδα πρὸς λῆψιν ἀποφάσεων. (183, 789, 356, 859)
article-text: ΑΘΗΝΑΙ 11.— Ἐπιδόσεως ἐκ τῆς Ἐπιτροπῆς Καπνοῦ, προχωρεῖ ἡ βαθμολόγησις τῶν καπνῶν τῆς ἐσοδείας τοῦ τρέχοντος ἔτους. Αἱ τιμαὶ ἀναμένεται νὰ εἶναι ἱκανοποιητικαὶ διὰ τοὺς καπνοπαραγωγούς. (590, 464, 765, 523)
article-text: Ὁ συνοικισμὸς Φερίκιοϊ ἀπέκτησε νέον σχολικὸν κτίριον, τὸ ὁποῖον θὰ λειτουργήσῃ ἀπὸ τοῦ Σεπτεμβρίου. Ἡ κοινότης εὐχαριστεῖ τοὺς δωρητάς. (956, 266, 1143, 306)
article-text: — Ὁ πρόεδρος τοῦ διοικητικοῦ συμβουλίου τῆς Ὁμοσπονδίας κ. Βλάχος ἐπισκέπτεται σήμερον τὴν πόλιν μας. — Ἀφίχθη ἐξ Ἀθηνῶν ὁ ὑφυπουργὸς Ἐμπορίου. — Ἐγκαινιάσθη τὸ νέον κτίριον τοῦ Ταχυδρομείου. — Ἐπανῆλθεν ἐκ τῆς ἀδείας του ὁ νομάρχης. — Ἡ ἐκκλησία τοῦ Ἁγ. Δημητρίου θὰ τελέσῃ δοξολογίαν. (590, 655, 765, 744)
article-text: Εἰς τὴν ἐφημερίδα «Ἀπογευματινή» δημοσιεύεται ἄρθρον περὶ τῆς καταστάσεως τῶν ὁμογενῶν καὶ τῶν προβλημάτων των. Ὁ ἀρθρογράφος τονίζει τὴν ἀνάγκην συνεργασίας μεταξὺ τῶν κοινοτήτων. (956, 325, 1143, 376)
region-label: ΑΠΟ ΤΗΝ ΔΡΑΜΑΝ (320, 1303, 627, 1317)
region-label: ΑΠΟ ΤΟΝ ΣΤΑΥΡΟΝ (4, 1270, 311, 1285)
article-text: Εἰς τὸ ἐργατικὸν κέντρον ἐπραγματοποιήθη ὑπὸ τὴν προεδρίαν τοῦ κ. Ἰωάννου, σύσκεψις τῶν συνδικαλιστικῶν στελεχῶν διὰ τὴν μελέτην τῶν ἐργατικῶν ζητημάτων. Συνεζητήθη τὸ ζήτημα τῶν συλλογικῶν συμβάσεων καὶ τῆς αὐξήσεως τῶν ἡμερομισθίων τῶν ἐργατῶν τῆς πόλεως. Ἀπεφασίσθη ἡ ὑποβολὴ ὑπομνήματος πρὸς τὸ ὑπουργεῖον Ἐργασίας. (4, 789, 176, 889)
headline-sidirodromikoi: ΔΕΝ ΘΑ ΕΠΑΝΑΠΡΟΣΛΗΦΘΟΥΝ ΟΙ ΑΠΟΛΥΘΕΝΤΕΣ ΣΙΔΗΡΟΔΡΟΜΙΚΟΙ ΤΟΥ ΔΙΚΤΥΟΥ Β. ΕΛΛΑΔΟΣ (20, 572, 339, 626)
article-text: ΑΘΗΝΑΙ 11.— Ἡ συνδικαλιστικὴ ἐπιτροπὴ τῶν ἐφοριακῶν ὑπαλλήλων ἀπεφάσισε ἀποχὴν ἀπὸ τῶν ἐργασιῶν των σήμερον, αὔριον καὶ τὴν Πέμπτην εἰς ἔνδειξιν διαμαρτυρίας διὰ τὴν μὴ ἐπίλυσιν τῶν αἰτημάτων των. Ὡς γνωστὸν, οἱ ἐφοριακοὶ ζητοῦν τὴν αὔξησιν τῶν ἀποδοχῶν των καὶ τὴν βελτίωσιν τῆς ὑπηρεσιακῆς των καταστάσεως. Ἡ κυβέρνησις δὲν ἔχει εἰσέτι ἀπαντήσει εἰς τὰ ὑποβληθέντα ὑπομνήματα, παρὰ τὰς ἐπανειλημμένας ὑποσχέσεις τῶν ἁρμοδίων. (4, 426, 176, 556)
headline-proxorei: ΠΡΟΧΩΡΕΙ Η ΒΑΘΜΟΛΟΓΗΣΙΣ ΕΙΣ ΤΩΝ ΚΑΠΝΩΝ (629, 446, 909, 461)
column-ti-nea (956, 8, 1143, 988)
headline-syntomoi: ΣΥΝΤΟΜΟΙ ΕΙΔΗΣΕΙΣ ΕΞ ΑΘΗΝΩΝ (612, 759, 926, 780)
column-right (1151, 8, 1562, 2331)
headline-ekdikazetai: ΕΚΔΙΚΑΖΕΤΑΙ Η ΜΗΝΥΣΙΣ ΜΗΤΣΟΤΑΚΗ ΚΑΤΑ ΠΙΣΤΟΛΑΚΗ ΚΑΤΟΠΙΝ ΤΗΣ ΑΡΣΕΩΣ ΤΟΥ ΚΩΛΥΜΑΤΟΣ ΤΗΣ ΑΣΥΛΙΑΣ (1159, 765, 1553, 792)
article-text: Ἐξ ἄλλου, ἐξητάσθησαν εἰς τὴν τελευταίαν σύσκεψιν καὶ τὰ ἄλλα σχέδια διὰ τὴν ἐξωραϊσμὸν τῆς πόλεως, μεταξὺ τῶν ὁποίων ἡ διαμόρφωσις τῆς παραλίας καὶ ἡ κατασκευὴ νέων πλατειῶν. Ἐπίσης θὰ ἐπισπευσθῇ ἡ ἀποπεράτωσις τῶν ἔργων ὑδρεύσεως. (773, 206, 949, 276)
headline-ergatikai: ΑΙ ΕΡΓΑΤΙΚΑΙ ΕΙΔΗΣΕΙΣ (60, 762, 300, 786)
article-text: ΗΡΑΚΛΕΙΟΝ 11.— Θὰ ἀφιχθῇ ἐνταῦθα ὁ κ. Σοφοκλῆς Βενιζέλος διὰ νὰ παραστῇ εἰς τὰς ἐκδηλώσεις. (960, 483, 1139, 514)
article-text: ΚΟΖΑΝΗ 11.— Συνῆλθε τὸ νομαρχιακὸν συμβούλιον πρὸς συζήτησιν τῶν ἔργων τοῦ νομοῦ. (4, 1372, 311, 1393)
